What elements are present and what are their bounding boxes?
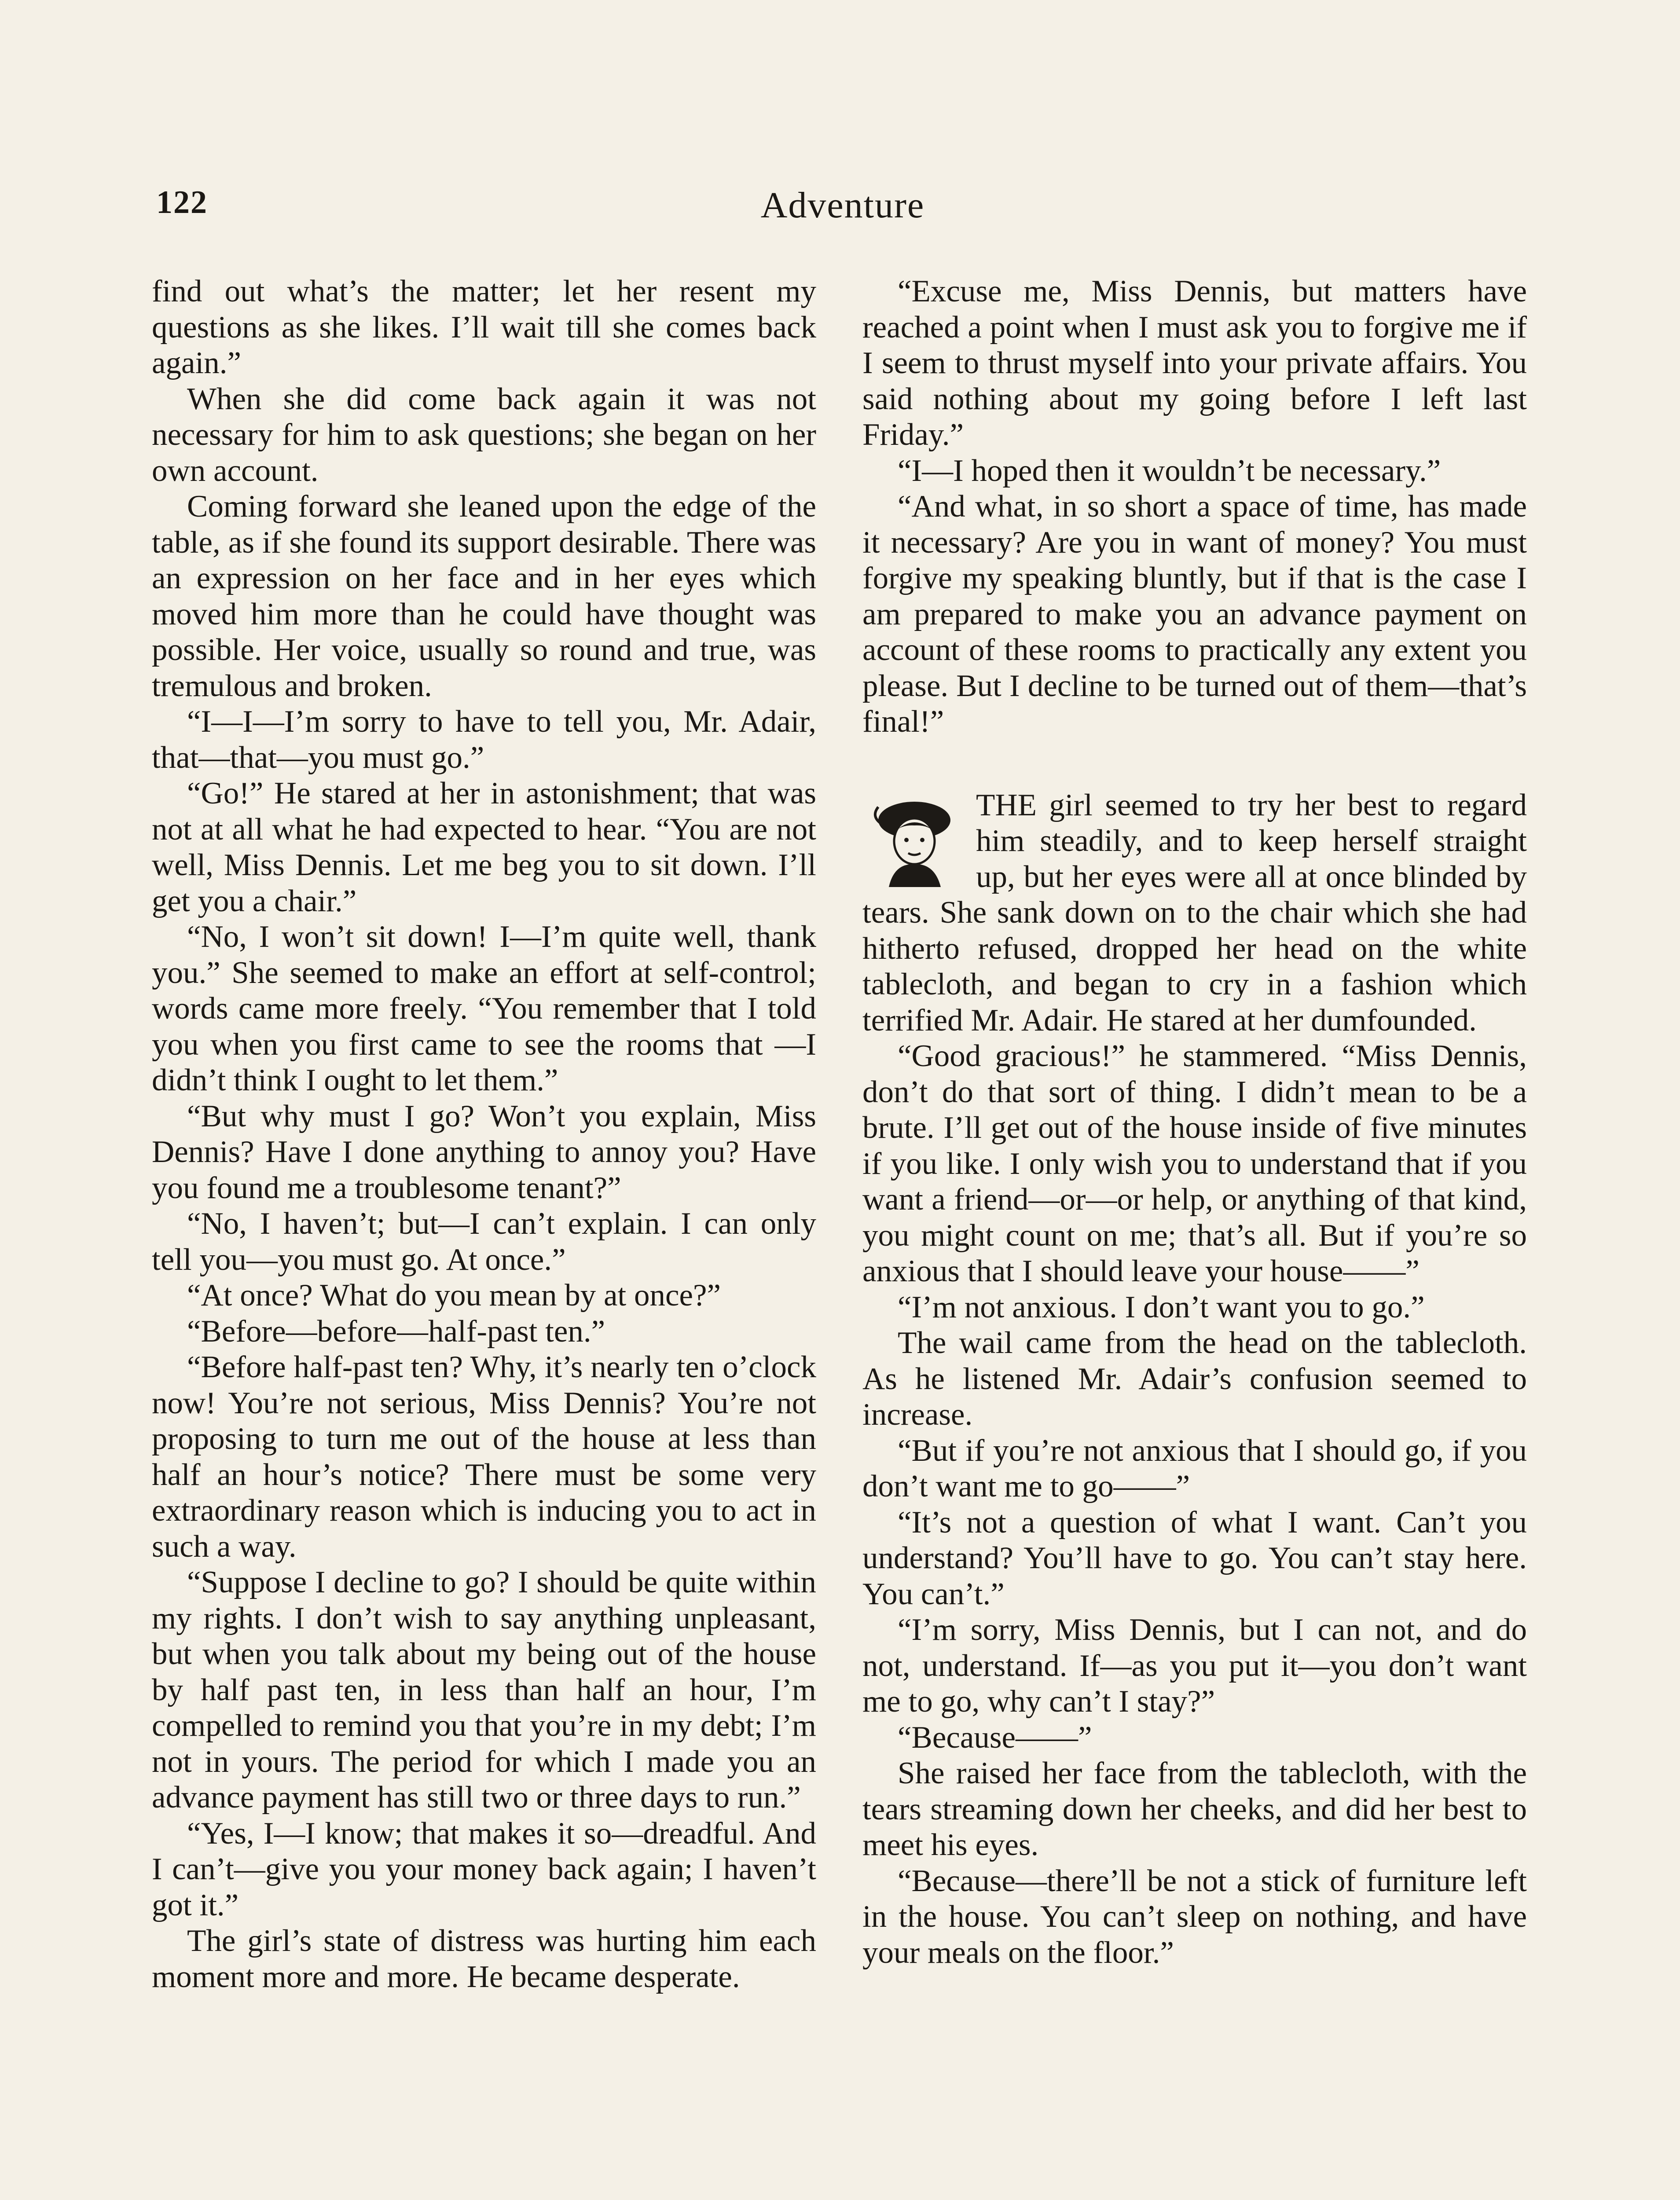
paragraph: When she did come back again it was not necessary for him to ask questions; she began on her own account. <box>152 381 816 488</box>
paragraph: “Good gracious!” he stammered. “Miss Dennis, don’t do that sort of thing. I didn’t mean to be a brute. I’ll get out of the house inside of five minutes if you like. I only wish you to understand that if you want a friend—or—or help, or anything of that kind, you might count on me; that’s all. But if you’re so anxious that I should leave your house——” <box>862 1039 1527 1288</box>
paragraph: “At once? What do you mean by at once?” <box>187 1278 721 1313</box>
left-column <box>152 274 816 1995</box>
woman-portrait-icon <box>862 789 968 888</box>
paragraph: “Before half-past ten? Why, it’s nearly ten o’clock now! You’re not serious, Miss Dennis? You’re not proposing to turn me out of the house at less than half an hour’s notice? There must be some very extraordinary reason which is inducing you to act in such a way. <box>152 1350 816 1564</box>
paragraph: “Before—before—half-past ten.” <box>187 1314 605 1349</box>
paragraph: find out what’s the matter; let her resent my questions as she likes. I’ll wait till she comes back again.” <box>152 274 816 380</box>
paragraph: “And what, in so short a space of time, has made it necessary? Are you in want of money? You must forgive my speaking bluntly, but if that is the case I am prepared to make you an advance payment on account of these rooms to practically any extent you please. But I decline to be turned out of them—that’s final!” <box>862 489 1527 739</box>
running-title: Adventure <box>760 185 925 226</box>
paragraph: “I’m sorry, Miss Dennis, but I can not, and do not, understand. If—as you put it—you don’t want me to go, why can’t I stay?” <box>862 1613 1527 1719</box>
paragraph: “But if you’re not anxious that I should go, if you don’t want me to go——” <box>862 1433 1527 1503</box>
paragraph: “Yes, I—I know; that makes it so—dreadful. And I can’t—give you your money back again; I haven’t got it.” <box>152 1816 816 1922</box>
paragraph: Coming forward she leaned upon the edge of the table, as if she found its support desirable. There was an expression on her face and in her eyes which moved him more than he could have thought was possible. Her voice, usually so round and true, was tremulous and broken. <box>152 489 816 703</box>
section-start-text: THE girl seemed to try her best to regard him steadily, and to keep herself straight up, but her eyes were all at once blinded by tears. She sank down on to the chair which she had hitherto refused, dropped her head on the white tablecloth, and began to cry in a fashion which terrified Mr. Adair. He stared at her dumfounded. <box>862 788 1527 1038</box>
paragraph: “I—I—I’m sorry to have to tell you, Mr. Adair, that—that—you must go.” <box>152 704 816 775</box>
paragraph: The wail came from the head on the tablecloth. As he listened Mr. Adair’s confusion seemed to increase. <box>862 1326 1527 1432</box>
paragraph: “Excuse me, Miss Dennis, but matters have reached a point when I must ask you to forgive me if I seem to thrust myself into your private affairs. You said nothing about my going before I left last Friday.” <box>862 274 1527 452</box>
paragraph: She raised her face from the tablecloth, with the tears streaming down her cheeks, and did her best to meet his eyes. <box>862 1756 1527 1862</box>
paragraph: “No, I haven’t; but—I can’t explain. I can only tell you—you must go. At once.” <box>152 1206 816 1277</box>
page-number: 122 <box>156 184 208 220</box>
paragraph: “Because——” <box>898 1720 1092 1755</box>
paragraph: “No, I won’t sit down! I—I’m quite well, thank you.” She seemed to make an effort at self-control; words came more freely. “You remember that I told you when you first came to see the rooms that —I didn’t think I ought to let them.” <box>152 920 816 1097</box>
paragraph: “Because—there’ll be not a stick of furniture left in the house. You can’t sleep on nothing, and have your meals on the floor.” <box>862 1863 1527 1970</box>
paragraph: “Suppose I decline to go? I should be quite within my rights. I don’t wish to say anything unpleasant, but when you talk about my being out of the house by half past ten, in less than half an hour, I’m compelled to remind you that you’re in my debt; I’m not in yours. The period for which I made you an advance payment has still two or three days to run.” <box>152 1565 816 1815</box>
right-column <box>862 274 1527 1971</box>
paragraph: “I’m not anxious. I don’t want you to go.” <box>898 1290 1425 1324</box>
page-header <box>156 184 1529 237</box>
paragraph: “Go!” He stared at her in astonishment; that was not at all what he had expected to hear. “You are not well, Miss Dennis. Let me beg you to sit down. I’ll get you a chair.” <box>152 776 816 918</box>
paragraph: “I—I hoped then it wouldn’t be necessary.” <box>898 453 1441 488</box>
paragraph: “It’s not a question of what I want. Can’t you understand? You’ll have to go. You can’t stay here. You can’t.” <box>862 1505 1527 1611</box>
paragraph: “But why must I go? Won’t you explain, Miss Dennis? Have I done anything to annoy you? Have you found me a troublesome tenant?” <box>152 1099 816 1205</box>
section-start-paragraph <box>862 788 1527 1039</box>
paragraph: The girl’s state of distress was hurting him each moment more and more. He became desperate. <box>152 1924 816 1994</box>
section-break <box>862 740 1527 788</box>
